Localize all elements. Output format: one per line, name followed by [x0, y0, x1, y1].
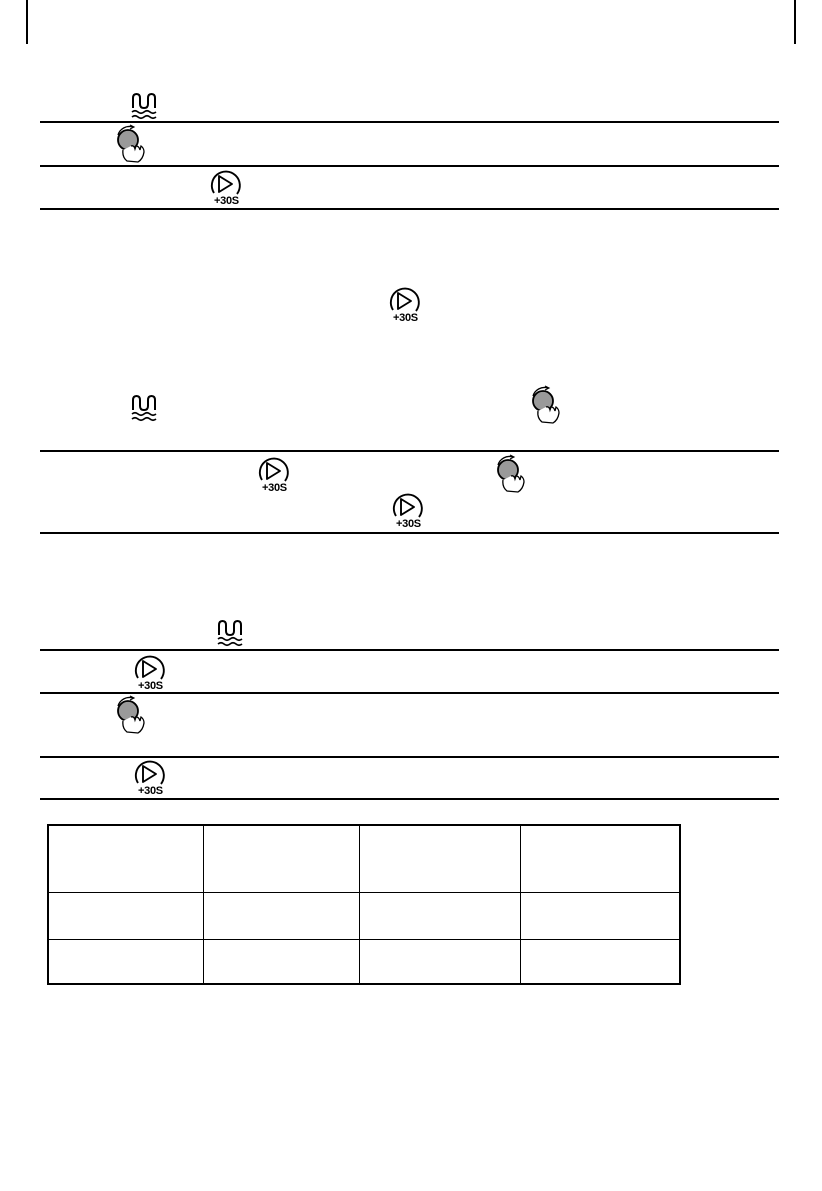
table-cell [48, 892, 203, 939]
divider [40, 532, 779, 534]
divider [40, 121, 779, 123]
table-cell [48, 939, 203, 984]
start-label: +30S [214, 195, 239, 207]
table-header-cell [520, 825, 680, 892]
table-header-cell [48, 825, 203, 892]
divider [40, 208, 779, 210]
table-cell [359, 939, 520, 984]
divider [40, 649, 779, 651]
divider [40, 450, 779, 452]
start-label: +30S [138, 680, 163, 692]
crop-mark-left [0, 0, 28, 44]
start-icon [129, 653, 169, 695]
start-icon [129, 758, 169, 800]
table-row [48, 892, 680, 939]
table-cell [520, 892, 680, 939]
start-icon [253, 455, 293, 497]
knob-icon [113, 125, 149, 165]
table-cell [203, 892, 359, 939]
start-label: +30S [393, 312, 418, 324]
table-row [48, 939, 680, 984]
divider [40, 165, 779, 167]
table-cell [203, 939, 359, 984]
start-icon [205, 168, 245, 210]
table-header-cell [359, 825, 520, 892]
start-label: +30S [396, 518, 421, 530]
steam-icon [217, 619, 243, 647]
crop-mark-right [794, 0, 822, 44]
knob-icon [113, 696, 149, 736]
table-cell [359, 892, 520, 939]
table-header-row [48, 825, 680, 892]
start-label: +30S [138, 785, 163, 797]
settings-table [47, 824, 681, 985]
start-icon [384, 285, 424, 327]
table-header-cell [203, 825, 359, 892]
divider [40, 798, 779, 800]
steam-icon [131, 394, 157, 422]
steam-icon [131, 92, 157, 120]
knob-icon [528, 386, 564, 426]
start-icon [387, 491, 427, 533]
divider [40, 692, 779, 694]
start-label: +30S [262, 482, 287, 494]
knob-icon [493, 455, 529, 495]
table-cell [520, 939, 680, 984]
